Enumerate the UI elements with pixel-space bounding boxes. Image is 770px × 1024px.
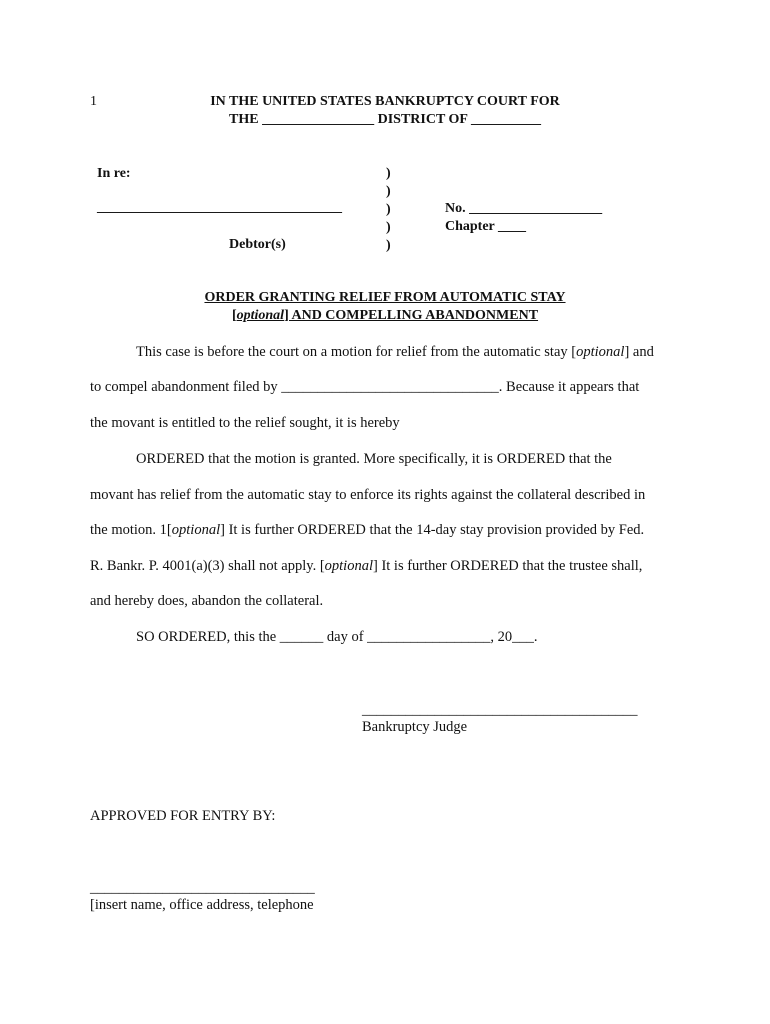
body-line: ORDERED that the motion is granted. More specifically, it is ORDERED that the: [136, 451, 612, 467]
page-number: 1: [90, 94, 97, 109]
approved-heading: APPROVED FOR ENTRY BY:: [90, 808, 276, 824]
body-line: and hereby does, abandon the collateral.: [90, 593, 324, 609]
court-heading-line2: THE ________________ DISTRICT OF __________: [229, 112, 541, 127]
chapter-number: Chapter ____: [445, 219, 527, 234]
caption-paren: ): [386, 184, 391, 199]
judge-signature-label: Bankruptcy Judge: [362, 719, 468, 735]
body-line: movant has relief from the automatic stay to enforce its rights against the collateral described in: [90, 487, 646, 503]
body-line: the motion. 1[optional] It is further ORDERED that the 14-day stay provision provided by Fed.: [90, 522, 645, 538]
body-line: R. Bankr. P. 4001(a)(3) shall not apply. [optional] It is further ORDERED that the trustee shall,: [90, 558, 643, 574]
body-line: the movant is entitled to the relief sought, it is hereby: [90, 415, 400, 431]
caption-paren: ): [386, 220, 391, 235]
approval-insert-text: [insert name, office address, telephone: [90, 897, 314, 913]
caption-paren: ): [386, 166, 391, 181]
order-title-line1: ORDER GRANTING RELIEF FROM AUTOMATIC STAY: [204, 290, 566, 305]
court-heading-line1: IN THE UNITED STATES BANKRUPTCY COURT FOR: [210, 94, 560, 109]
in-re-label: In re:: [97, 166, 131, 181]
case-number: No. ___________________: [445, 201, 603, 216]
caption-paren: ): [386, 202, 391, 217]
body-line: to compel abandonment filed by ______________________________. Because it appears that: [90, 379, 640, 395]
debtor-name-blank: ___________________________________: [97, 200, 342, 215]
body-line: This case is before the court on a motion for relief from the automatic stay [optional] and: [136, 344, 654, 360]
debtor-label: Debtor(s): [229, 237, 286, 252]
so-ordered-line: SO ORDERED, this the ______ day of _________________, 20___.: [136, 629, 538, 645]
order-title-line2: [optional] AND COMPELLING ABANDONMENT: [231, 308, 539, 323]
approval-signature-line: _______________________________: [90, 880, 315, 896]
judge-signature-line: ______________________________________: [362, 702, 638, 718]
caption-paren: ): [386, 238, 391, 253]
